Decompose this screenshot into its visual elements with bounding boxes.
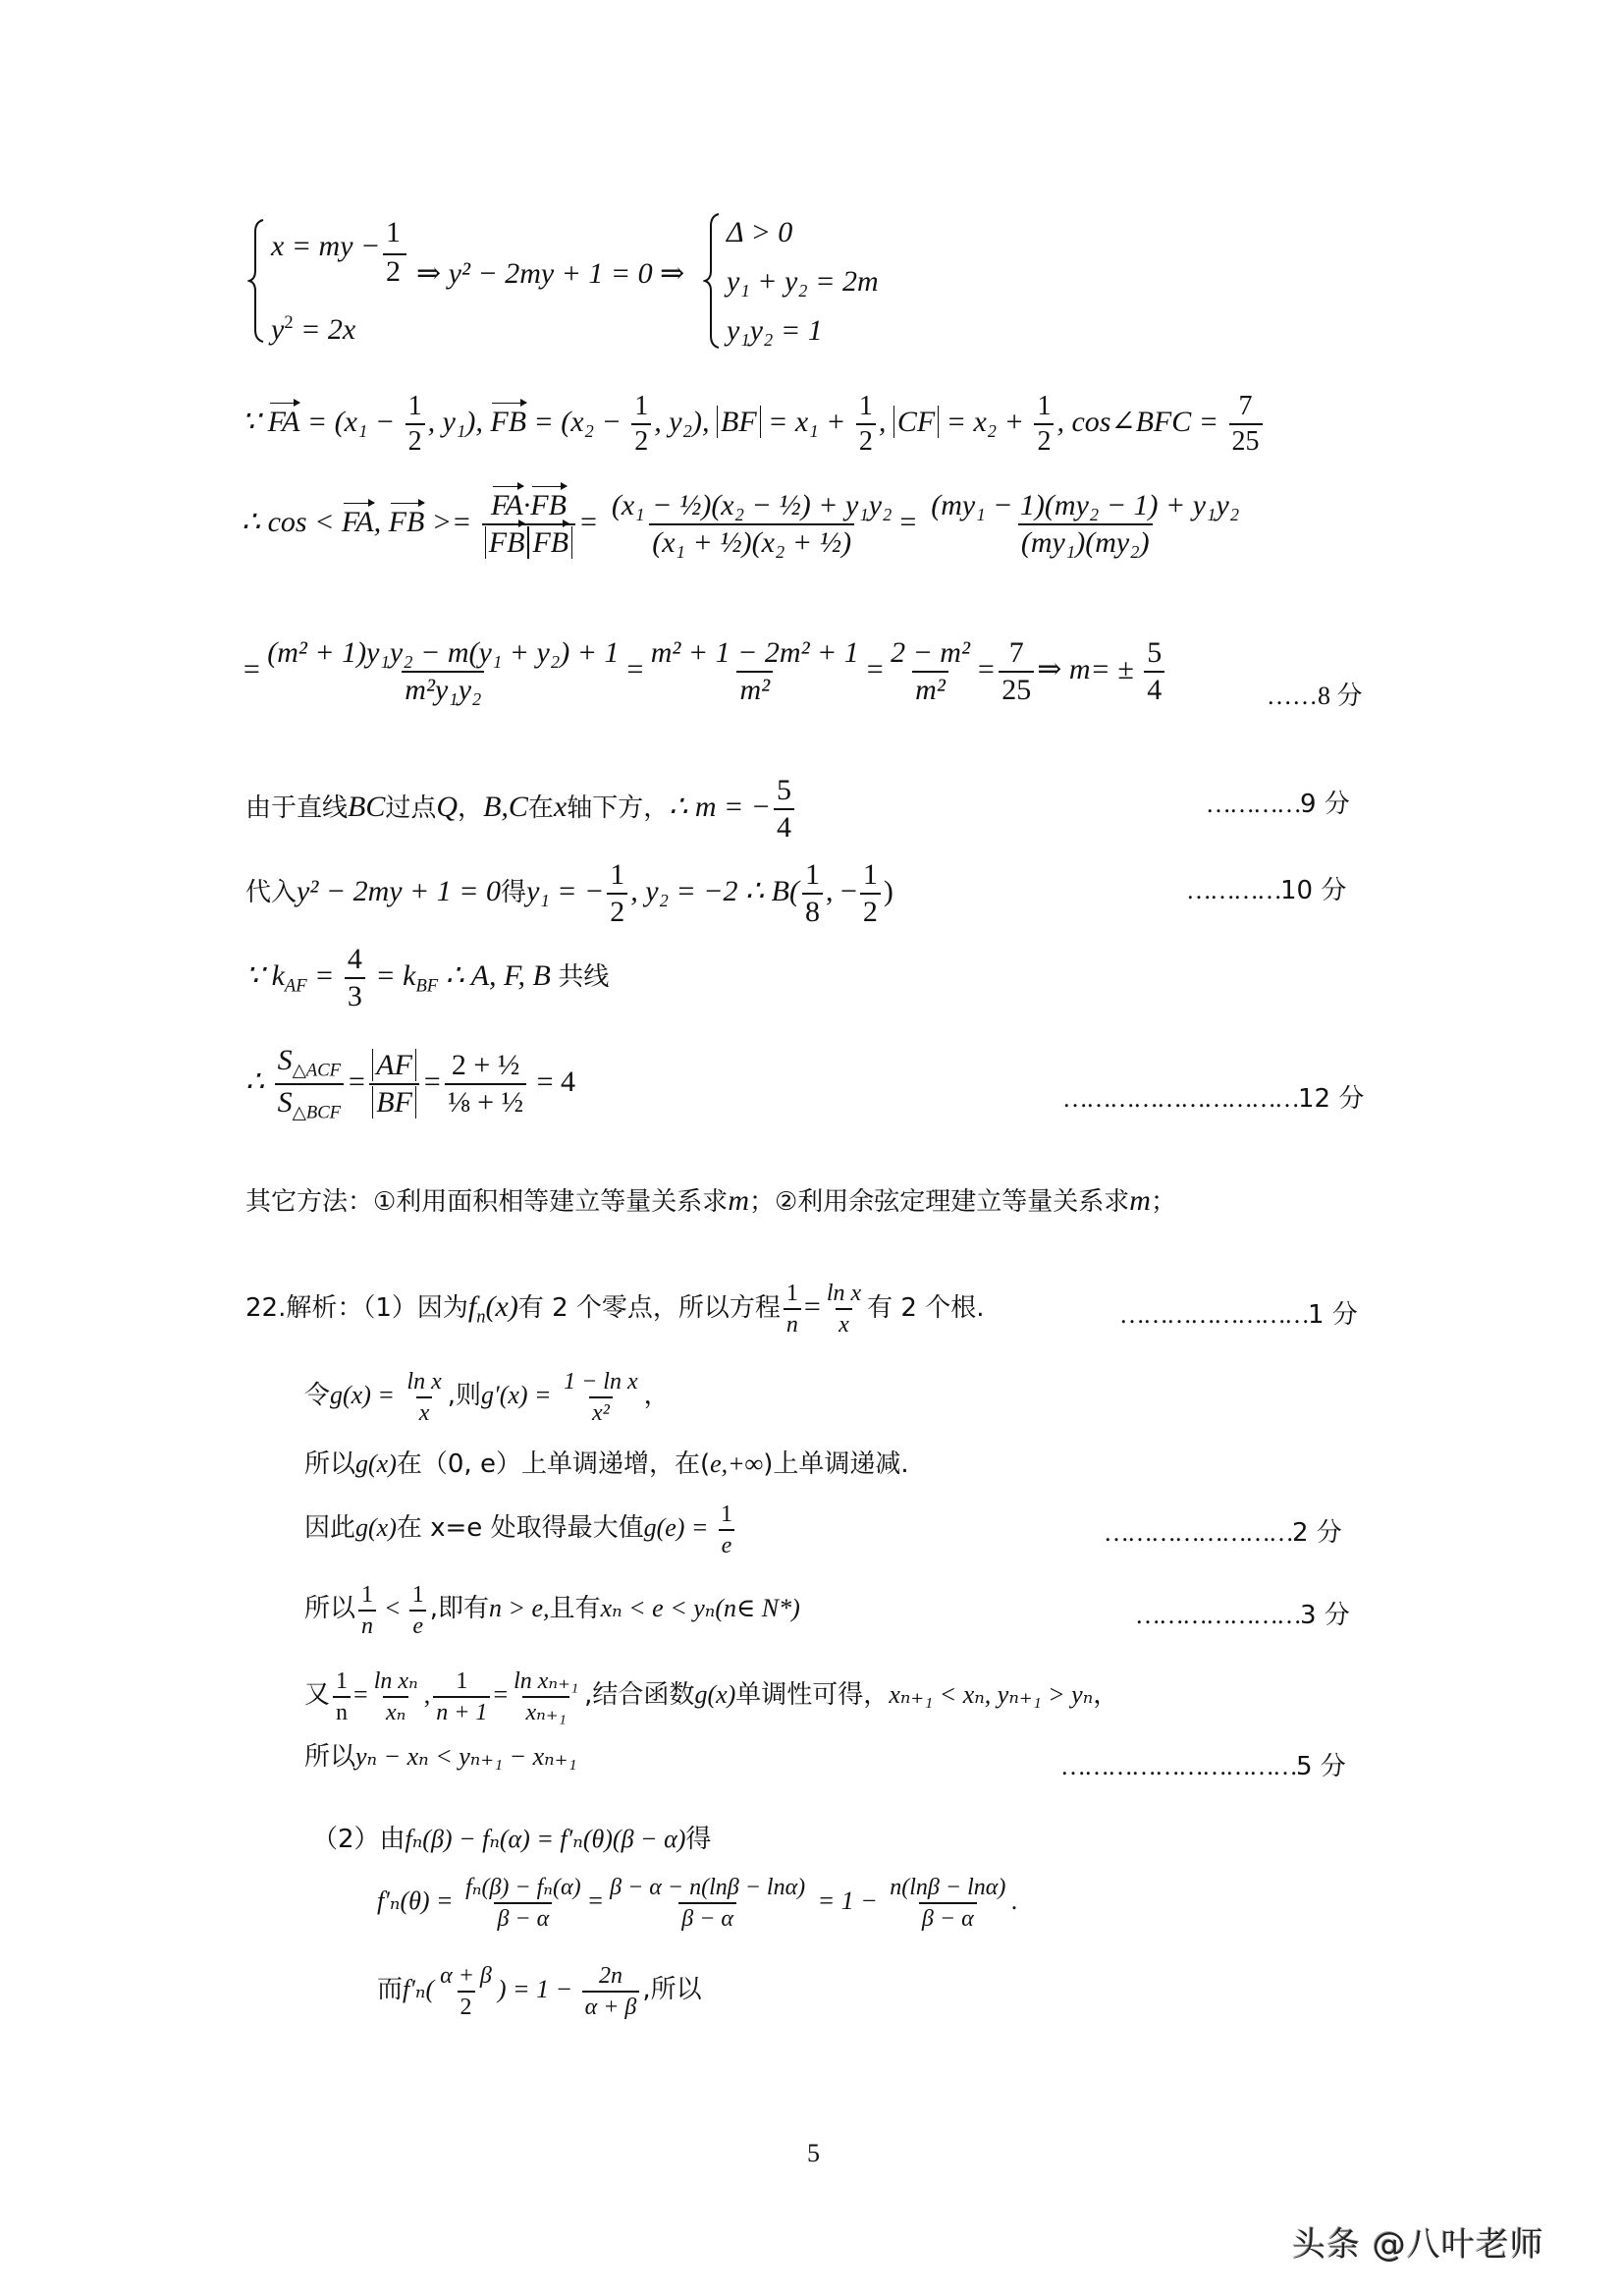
cos-angle-line: ∴ cos < FA, FB >= $\frac{FA\cdot FB}{\text{FB FB}}$ = $\frac{\text{(x₁ − ½)(x₂ − ½) + y₁y₂}}{\text{(x₁ + ½)(x₂ + ½)}}$ = $\frac{\text{(my₁ − 1)(my₂ − 1) + y₁y₂}}{\text{(my₁)(my₂)}}$ xyxy=(242,489,1240,559)
max-value-line: 因此g(x)在 x=e 处取得最大值g(e) = $\frac{1}{e}$ xyxy=(304,1503,738,1558)
frac-half-num: 1 xyxy=(386,216,401,248)
score-2: ……………………2 分 xyxy=(1104,1518,1342,1548)
score-9: …………9 分 xyxy=(1206,790,1350,819)
line-bc-through-q: 由于直线BC过点Q，B,C在x轴下方，∴ m = − $\frac{5}{4}$ xyxy=(245,776,797,843)
left-brace-icon xyxy=(247,218,267,344)
slope-collinear-line: ∵ $k_{AF}$ = $\frac{4}{3}$ = $k_{BF}$ ∴ A, F, B 共线 xyxy=(245,943,610,1012)
derivative-midpoint-line: 而f′ₙ( $\frac{\alpha + \beta}{2}$ ) = 1 − $\frac{2n}{\alpha + \beta}$ ,所以 xyxy=(377,1963,702,2020)
m-solution-line: = $\frac{\text{(m² + 1)y₁y₂ − m(y₁ + y₂) + 1}}{\text{m²y₁y₂}}$ = $\frac{\text{m² + 1 − 2m² + 1}}{\text{m²}}$ = $\frac{\text{2 − m²}}{\text{m²}}$ = $\frac{7}{25}$ ⇒ m= ± $\frac{5}{4}$ xyxy=(242,638,1167,705)
sequence-compare-line: 又 $\frac{1}{n}$ = $\frac{\text{ln xₙ}}{\text{xₙ}}$ , $\frac{1}{n + 1}$ = $\frac{\text{ln xₙ₊₁}}{\text{xₙ₊₁}}$ ,结合函数g(x)单调性可得，xₙ₊₁ < xₙ, yₙ₊₁ > yₙ， xyxy=(304,1668,1119,1725)
define-g-line: 令g(x) = $\frac{\text{ln x}}{x}$ ,则g′(x) = $\frac{\text{1 − ln x}}{\text{x²}}$ ， xyxy=(304,1369,670,1426)
conclusion-part1-line: 所以yₙ − xₙ < yₙ₊₁ − xₙ₊₁ xyxy=(304,1742,577,1772)
derivative-theta-line: f′ₙ(θ) = $\frac{\text{fₙ(β) − fₙ(α)}}{\beta - \alpha}$ = $\frac{\beta - \alpha - n(\ln\beta - \ln\alpha)}{\beta - \alpha}$ = 1 − $\frac{n(\ln\beta - \ln\alpha)}{\beta - \alpha}$ . xyxy=(377,1875,1018,1932)
delta-condition: Δ > 0 xyxy=(727,216,793,248)
vectors-line: ∵ FA = (x₁ − $\frac{1}{2}$ , y₁), FB = (x₂ − $\frac{1}{2}$ , y₂), BF = x₁ + $\frac{1}{2}$ , CF = x₂ + $\frac{1}{2}$ , cos∠BFC = $\frac{7}{25}$ xyxy=(242,393,1266,456)
page-number: 5 xyxy=(807,2139,820,2167)
vieta-product: y₁y₂ = 1 xyxy=(727,314,823,347)
score-5: …………………………5 分 xyxy=(1060,1752,1346,1781)
q22-part2-line1: （2）由fₙ(β) − fₙ(α) = f′ₙ(θ)(β − α)得 xyxy=(312,1825,712,1854)
other-methods-note: 其它方法：①利用面积相等建立等量关系求m；②利用余弦定理建立等量关系求m； xyxy=(245,1184,1176,1217)
eq-y2-2x: $y^2 = 2x$ xyxy=(271,312,356,347)
monotonic-line: 所以g(x)在（0, e）上单调递增，在(e,+∞)上单调递减. xyxy=(304,1449,909,1479)
q22-part1-line1: 22.解析：（1）因为$f_n(x)$有 2 个零点，所以方程 $\frac{1}{n}$ = $\frac{\text{ln x}}{x}$ 有 2 个根. xyxy=(245,1281,985,1338)
area-ratio-line: ∴ $\frac{S_{\triangle ACF}}{S_{\triangle BCF}}$ = $\frac{AF}{BF}$ = $\frac{\text{2 + ½}}{\text{⅛ + ½}}$ = 4 xyxy=(245,1044,576,1123)
arrow-equation: ⇒ y² − 2my + 1 = 0 ⇒ xyxy=(416,257,685,290)
substitute-line: 代入y² − 2my + 1 = 0得y₁ = − $\frac{1}{2}$ , y₂ = −2 ∴ B( $\frac{1}{8}$ , − $\frac{1}{2}$ ) xyxy=(245,858,893,928)
eq-x-my: x = my − xyxy=(271,230,381,262)
frac-half-den: 2 xyxy=(386,255,401,288)
score-8: ……8 分 xyxy=(1267,682,1363,710)
score-12: …………………………12 分 xyxy=(1062,1084,1365,1114)
score-3: …………………3 分 xyxy=(1135,1601,1350,1630)
score-10: …………10 分 xyxy=(1186,876,1347,905)
right-brace-icon xyxy=(703,212,723,350)
watermark: 头条 @八叶老师 xyxy=(1292,2225,1544,2265)
n-gt-e-line: 所以 $\frac{1}{n}$ < $\frac{1}{e}$ ,即有n > e,且有xₙ < e < yₙ(n∈ N*) xyxy=(304,1582,800,1639)
score-1: ……………………1 分 xyxy=(1119,1300,1358,1330)
vieta-sum: y₁ + y₂ = 2m xyxy=(727,265,879,298)
